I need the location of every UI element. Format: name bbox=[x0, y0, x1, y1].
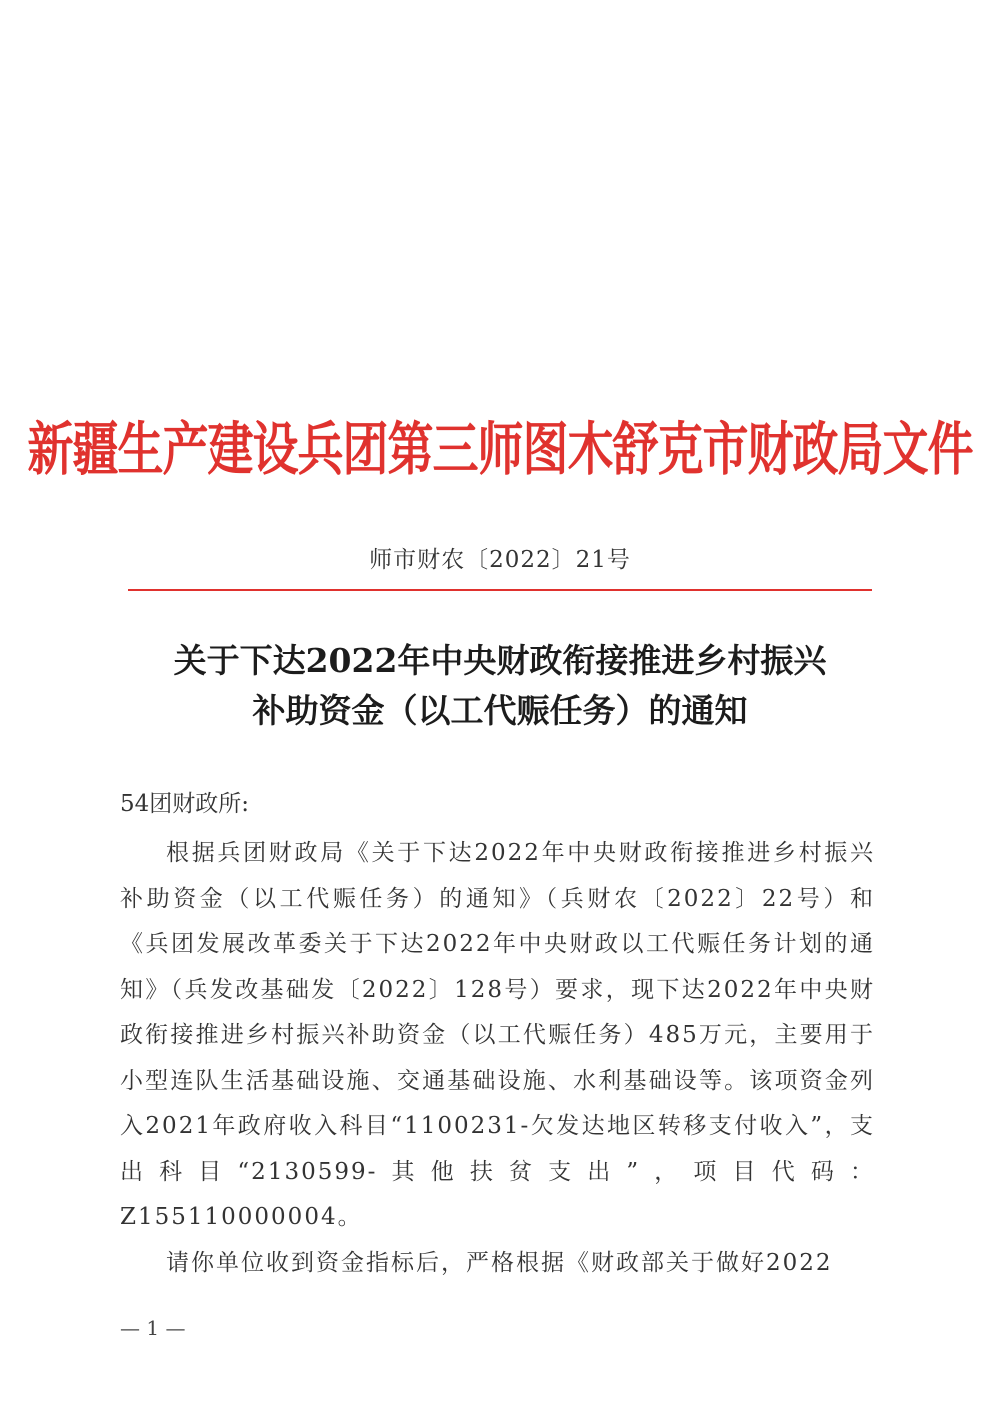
document-title-line-2: 补助资金（以工代赈任务）的通知 bbox=[252, 691, 748, 730]
body-paragraph-2: 请你单位收到资金指标后，严格根据《财政部关于做好2022 bbox=[166, 1249, 833, 1276]
page-number: — 1 — bbox=[120, 1316, 186, 1340]
body-paragraph-1: 根据兵团财政局《关于下达2022年中央财政衔接推进乡村振兴补助资金（以工代赈任务）的通知》（兵财农〔2022〕22号）和《兵团发展改革委关于下达2022年中央财政以工代赈任务计划的通知》（兵发改基础发〔2022〕128号）要求，现下达2022年中央财政衔接推进乡村振兴补助资金（以工代赈任务）485万元，主要用于小型连队生活基础设施、交通基础设施、水利基础设等。该项资金列入2021年政府收入科目“1100231-欠发达地区转移支付收入”，支出科目“2130599-其他扶贫支出”，项目代码：Z155110000004。 bbox=[120, 840, 875, 1230]
red-divider-line bbox=[128, 589, 872, 591]
document-number: 师市财农〔2022〕21号 bbox=[369, 547, 631, 573]
document-title-line-1: 关于下达2022年中央财政衔接推进乡村振兴 bbox=[173, 641, 827, 680]
document-title bbox=[0, 636, 1000, 736]
recipient-salutation: 54团财政所: bbox=[120, 791, 250, 817]
document-body bbox=[120, 831, 875, 1286]
issuing-authority-title: 新疆生产建设兵团第三师图木舒克市财政局文件 bbox=[27, 415, 973, 483]
